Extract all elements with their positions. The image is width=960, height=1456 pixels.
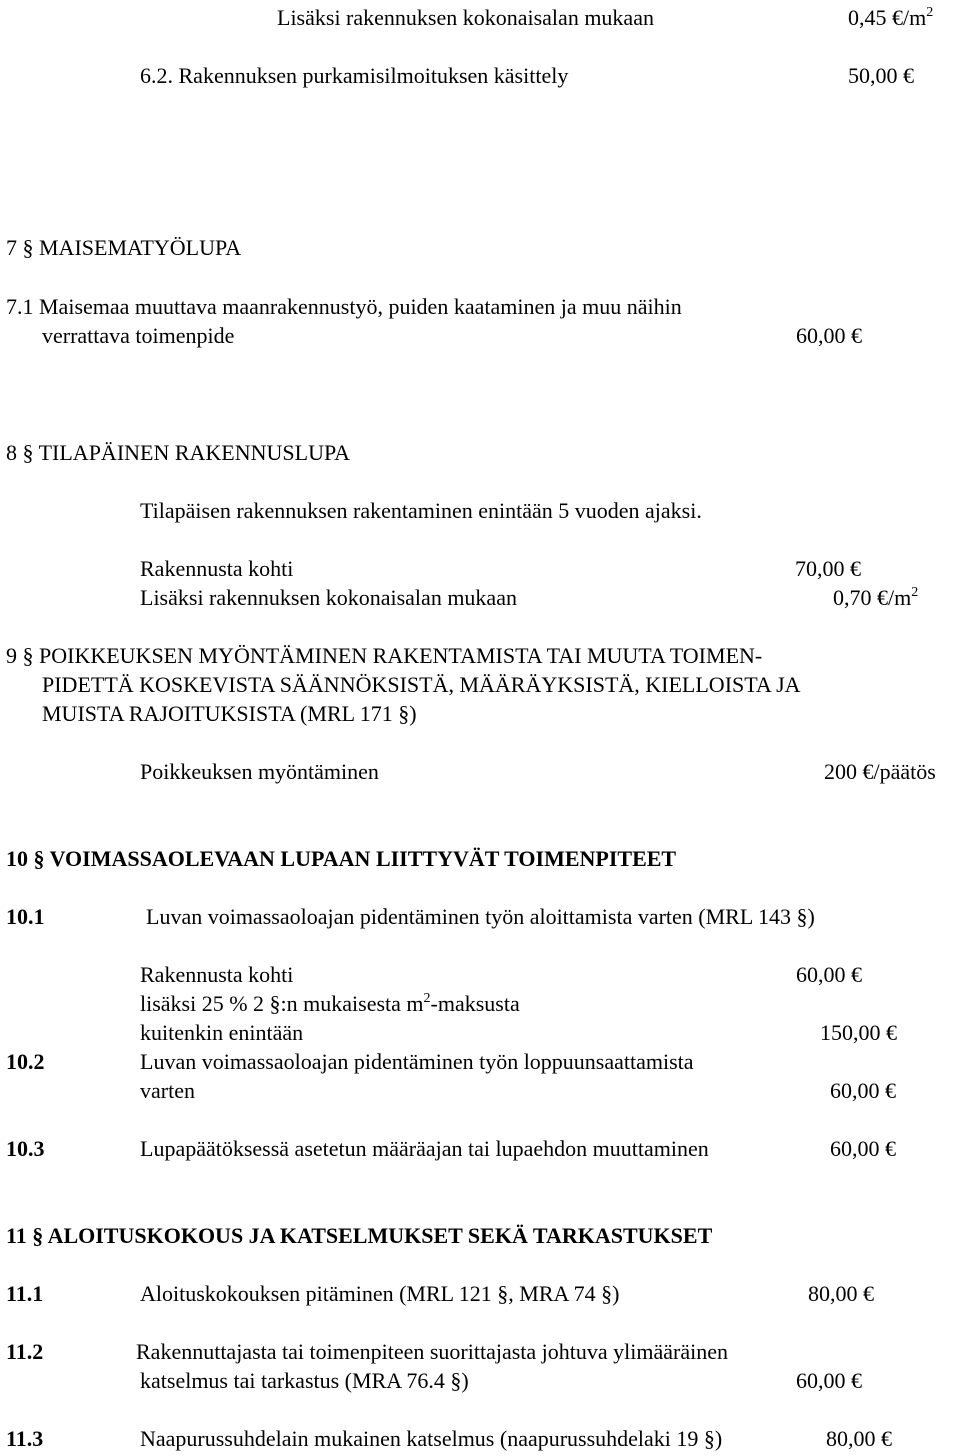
s6-extra-area-price: 0,45 $€/m^2$: [848, 5, 934, 30]
s11-heading: 11 § ALOITUSKOKOUS JA KATSELMUKSET SEKÄ TARKASTUKSET: [6, 1223, 713, 1248]
s8-description: Tilapäisen rakennuksen rakentaminen enintään 5 vuoden ajaksi.: [140, 498, 702, 523]
s10-per-building-label: Rakennusta kohti: [140, 962, 294, 987]
item-11-2-line2: katselmus tai tarkastus (MRA 76.4 §): [140, 1368, 469, 1393]
s9-item-price: 200 €/päätös: [824, 759, 936, 784]
item-11-2-line1: Rakennuttajasta tai toimenpiteen suorittajasta johtuva ylimääräinen: [136, 1339, 728, 1364]
item-7-1-line1: 7.1 Maisemaa muuttava maanrakennustyö, puiden kaataminen ja muu näihin: [6, 294, 682, 319]
s10-max-label: kuitenkin enintään: [140, 1020, 304, 1045]
item-7-1-line2: verrattava toimenpide: [42, 323, 235, 348]
item-11-3-label: Naapurussuhdelain mukainen katselmus (naapurussuhdelaki 19 §): [140, 1426, 723, 1451]
item-10-2-number: 10.2: [6, 1049, 45, 1074]
item-6-2-label: 6.2. Rakennuksen purkamisilmoituksen käsittely: [140, 63, 569, 88]
item-10-1-label: Luvan voimassaoloajan pidentäminen työn aloittamista varten (MRL 143 §): [146, 904, 815, 929]
item-11-2-price: 60,00 €: [796, 1368, 862, 1393]
item-10-2-price: 60,00 €: [830, 1078, 896, 1103]
s10-max-price: 150,00 €: [820, 1020, 897, 1045]
s9-heading-line2: PIDETTÄ KOSKEVISTA SÄÄNNÖKSISTÄ, MÄÄRÄYKSISTÄ, KIELLOISTA JA: [42, 672, 801, 697]
s6-extra-area-label: Lisäksi rakennuksen kokonaisalan mukaan: [277, 5, 654, 30]
item-10-2-line1: Luvan voimassaoloajan pidentäminen työn loppuunsaattamista: [140, 1049, 694, 1074]
s10-per-building-price: 60,00 €: [796, 962, 862, 987]
s8-extra-area-price: 0,70 $€/m^2$: [833, 585, 919, 610]
s9-item-label: Poikkeuksen myöntäminen: [140, 759, 379, 784]
s9-heading-line3: MUISTA RAJOITUKSISTA (MRL 171 §): [42, 701, 417, 726]
item-11-3-price: 80,00 €: [826, 1426, 892, 1451]
s7-heading: 7 § MAISEMATYÖLUPA: [6, 235, 242, 260]
item-11-3-number: 11.3: [6, 1426, 44, 1451]
item-10-3-label: Lupapäätöksessä asetetun määräajan tai lupaehdon muuttaminen: [140, 1136, 709, 1161]
s8-heading: 8 § TILAPÄINEN RAKENNUSLUPA: [6, 440, 351, 465]
s10-extra-fee-line: lisäksi 25 % 2 §:n mukaisesta $m^2$-maksusta: [140, 991, 520, 1016]
item-10-3-number: 10.3: [6, 1136, 45, 1161]
item-11-2-number: 11.2: [6, 1339, 44, 1364]
s9-heading-line1: 9 § POIKKEUKSEN MYÖNTÄMINEN RAKENTAMISTA TAI MUUTA TOIMEN-: [6, 643, 763, 668]
item-11-1-number: 11.1: [6, 1281, 44, 1306]
s10-heading: 10 § VOIMASSAOLEVAAN LUPAAN LIITTYVÄT TOIMENPITEET: [6, 846, 677, 871]
item-6-2-price: 50,00 €: [848, 63, 914, 88]
s8-per-building-price: 70,00 €: [795, 556, 861, 581]
item-11-1-price: 80,00 €: [808, 1281, 874, 1306]
item-10-1-number: 10.1: [6, 904, 45, 929]
item-7-1-price: 60,00 €: [796, 323, 862, 348]
item-11-1-label: Aloituskokouksen pitäminen (MRL 121 §, MRA 74 §): [140, 1281, 620, 1306]
s8-extra-area-label: Lisäksi rakennuksen kokonaisalan mukaan: [140, 585, 517, 610]
s8-per-building-label: Rakennusta kohti: [140, 556, 294, 581]
item-10-3-price: 60,00 €: [830, 1136, 896, 1161]
item-10-2-line2: varten: [140, 1078, 195, 1103]
